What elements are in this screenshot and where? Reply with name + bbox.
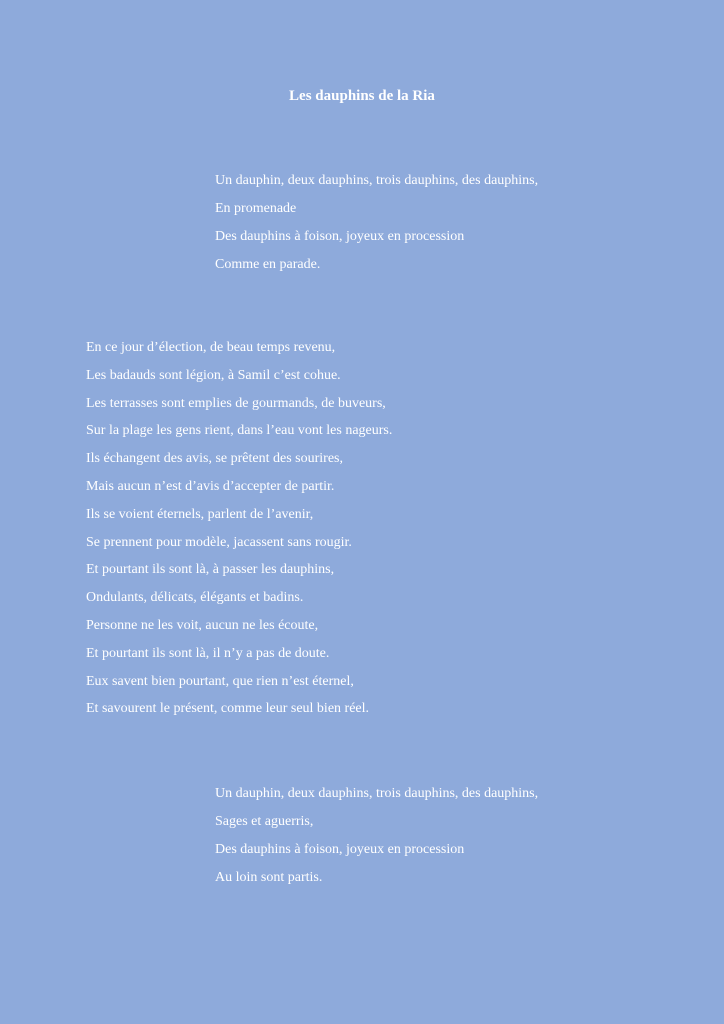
poem-line: Ils se voient éternels, parlent de l’avenir,: [86, 506, 314, 522]
poem-line: Sages et aguerris,: [215, 814, 314, 829]
poem-line: Un dauphin, deux dauphins, trois dauphins, des dauphins,: [215, 786, 539, 801]
poem-line: Un dauphin, deux dauphins, trois dauphins, des dauphins,: [215, 173, 539, 188]
poem-line: Personne ne les voit, aucun ne les écoute,: [86, 617, 319, 633]
poem-line: Mais aucun n’est d’avis d’accepter de partir.: [86, 478, 335, 494]
poem-line: Comme en parade.: [215, 257, 321, 272]
refrain-stanza-2: [215, 780, 538, 892]
poem-line: En promenade: [215, 201, 297, 216]
poem-line: Eux savent bien pourtant, que rien n’est éternel,: [86, 673, 354, 689]
poem-line: Se prennent pour modèle, jacassent sans rougir.: [86, 534, 352, 550]
poem-title: Les dauphins de la Ria: [289, 88, 435, 104]
verse-stanza: [86, 334, 392, 723]
poem-line: Les badauds sont légion, à Samil c’est cohue.: [86, 367, 341, 383]
poem-line: Des dauphins à foison, joyeux en procession: [215, 842, 465, 857]
poem-line: Et pourtant ils sont là, il n’y a pas de doute.: [86, 645, 330, 661]
poem-line: Et savourent le présent, comme leur seul bien réel.: [86, 701, 370, 717]
poem-line: Et pourtant ils sont là, à passer les dauphins,: [86, 562, 335, 578]
refrain-stanza-1: [215, 167, 538, 279]
poem-line: En ce jour d’élection, de beau temps revenu,: [86, 340, 336, 355]
poem-line: Au loin sont partis.: [215, 870, 323, 885]
poem-line: Sur la plage les gens rient, dans l’eau vont les nageurs.: [86, 423, 393, 439]
poem-line: Ils échangent des avis, se prêtent des sourires,: [86, 451, 343, 467]
poem-line: Ondulants, délicats, élégants et badins.: [86, 590, 304, 606]
poem-line: Des dauphins à foison, joyeux en procession: [215, 229, 465, 244]
poem-line: Les terrasses sont emplies de gourmands, de buveurs,: [86, 395, 386, 411]
